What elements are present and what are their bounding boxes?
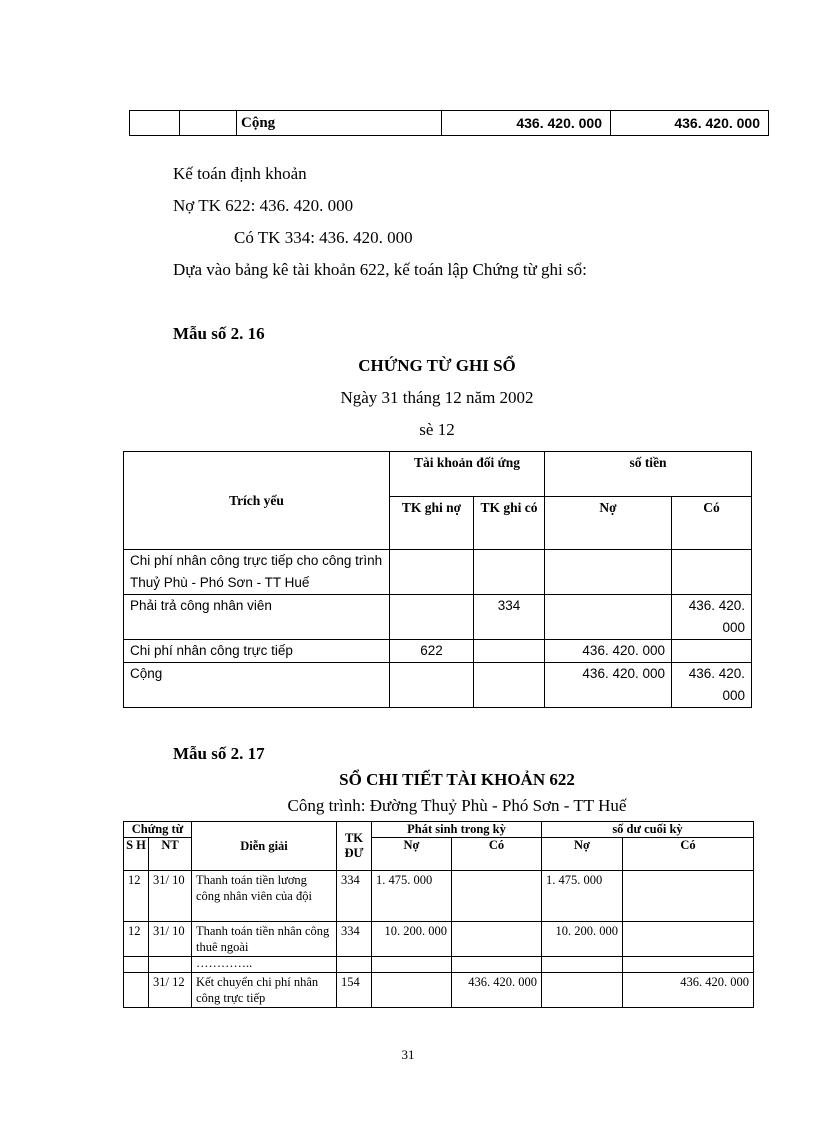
row-du-no: 1. 475. 000: [542, 871, 623, 922]
form217-label: Mẫu số 2. 17: [173, 744, 265, 763]
row-ps-no: [372, 957, 452, 973]
row-tk: [337, 957, 372, 973]
row-tk-co: [474, 663, 545, 708]
row-du-co: [623, 922, 754, 957]
header-tk-doi-ung: Tài khoản đối ứng: [390, 452, 545, 497]
table-cell: [130, 111, 180, 136]
form216-title: CHỨNG TỪ GHI SỔ: [358, 356, 516, 375]
header-phat-sinh: Phát sinh trong kỳ: [372, 822, 542, 838]
form216-number: sè 12: [419, 420, 455, 439]
header-tk-co: TK ghi có: [474, 497, 545, 550]
row-desc: Chi phí nhân công trực tiếp: [124, 640, 390, 663]
row-co: [672, 550, 752, 595]
row-tk-no: [390, 550, 474, 595]
row-ps-co: [452, 922, 542, 957]
header-chung-tu: Chứng từ: [124, 822, 192, 838]
row-desc: …………..: [192, 957, 337, 973]
table-row: [124, 922, 754, 957]
intro-line-4: Dựa vào bảng kê tài khoản 622, kế toán lập Chứng từ ghi sổ:: [173, 260, 587, 279]
table-cell: [180, 111, 237, 136]
form216-date: Ngày 31 tháng 12 năm 2002: [340, 388, 534, 407]
row-ps-no: 10. 200. 000: [372, 922, 452, 957]
row-tk-no: 622: [390, 640, 474, 663]
row-no: [545, 595, 672, 640]
form216-label: Mẫu số 2. 16: [173, 324, 265, 343]
header-co: Có: [672, 497, 752, 550]
row-du-no: [542, 973, 623, 1008]
table-header-row: [124, 452, 752, 497]
table-row: [124, 957, 754, 973]
row-no: [545, 550, 672, 595]
table-row: [124, 973, 754, 1008]
header-nt: NT: [149, 838, 192, 871]
row-ps-no: [372, 973, 452, 1008]
table-header-row: [124, 822, 754, 838]
intro-line-1: Kế toán định khoản: [173, 164, 307, 183]
intro-line-2: Nợ TK 622: 436. 420. 000: [173, 196, 354, 215]
header-ps-co: Có: [452, 838, 542, 871]
table-row: [124, 595, 752, 640]
header-no: Nợ: [545, 497, 672, 550]
row-co: 436. 420. 000: [672, 595, 752, 640]
header-tk-no: TK ghi nợ: [390, 497, 474, 550]
row-desc: Thanh toán tiền lương công nhân viên của đội: [192, 871, 337, 922]
carryover-table: [129, 110, 769, 136]
form217-title: SỔ CHI TIẾT TÀI KHOẢN 622: [339, 770, 575, 789]
row-du-no: 10. 200. 000: [542, 922, 623, 957]
table-row: [124, 871, 754, 922]
table-row: [124, 640, 752, 663]
form217-subtitle: Công trình: Đường Thuỷ Phù - Phó Sơn - TT Huế: [287, 796, 627, 815]
row-ps-co: [452, 957, 542, 973]
row-desc: Cộng: [124, 663, 390, 708]
header-dien-giai: Diễn giải: [192, 822, 337, 871]
row-nt: [149, 957, 192, 973]
row-tk-no: [390, 663, 474, 708]
row-tk: 334: [337, 871, 372, 922]
header-du-no: Nợ: [542, 838, 623, 871]
row-tk-co: 334: [474, 595, 545, 640]
row-desc: Kết chuyển chi phí nhân công trực tiếp: [192, 973, 337, 1008]
table-row: [130, 111, 769, 136]
voucher-table: [123, 451, 752, 708]
row-nt: 31/ 10: [149, 871, 192, 922]
row-sh: [124, 973, 149, 1008]
header-so-du: số dư cuối kỳ: [542, 822, 754, 838]
row-tk-co: [474, 550, 545, 595]
page-number: 31: [401, 1047, 415, 1062]
carryover-debit: 436. 420. 000: [442, 111, 611, 136]
carryover-credit: 436. 420. 000: [611, 111, 769, 136]
intro-line-3: Có TK 334: 436. 420. 000: [234, 228, 413, 247]
row-sh: 12: [124, 871, 149, 922]
row-du-co: [623, 871, 754, 922]
row-tk-co: [474, 640, 545, 663]
row-tk-no: [390, 595, 474, 640]
row-du-co: [623, 957, 754, 973]
header-tk-du: TK ĐƯ: [337, 822, 372, 871]
header-ps-no: Nợ: [372, 838, 452, 871]
row-ps-co: [452, 871, 542, 922]
row-desc: Thanh toán tiền nhân công thuê ngoài: [192, 922, 337, 957]
row-du-co: 436. 420. 000: [623, 973, 754, 1008]
header-sh: S H: [124, 838, 149, 871]
row-no: 436. 420. 000: [545, 640, 672, 663]
row-no: 436. 420. 000: [545, 663, 672, 708]
row-nt: 31/ 10: [149, 922, 192, 957]
carryover-label: Cộng: [237, 111, 442, 136]
header-du-co: Có: [623, 838, 754, 871]
header-so-tien: số tiền: [545, 452, 752, 497]
row-desc: Phải trả công nhân viên: [124, 595, 390, 640]
table-row: [124, 550, 752, 595]
row-du-no: [542, 957, 623, 973]
row-co: 436. 420. 000: [672, 663, 752, 708]
row-sh: [124, 957, 149, 973]
row-tk: 334: [337, 922, 372, 957]
row-ps-co: 436. 420. 000: [452, 973, 542, 1008]
row-co: [672, 640, 752, 663]
ledger-table: [123, 821, 754, 1008]
row-nt: 31/ 12: [149, 973, 192, 1008]
row-sh: 12: [124, 922, 149, 957]
row-desc: Chi phí nhân công trực tiếp cho công trình Thuỷ Phù - Phó Sơn - TT Huế: [124, 550, 390, 595]
header-trich-yeu: Trích yếu: [124, 452, 390, 550]
row-ps-no: 1. 475. 000: [372, 871, 452, 922]
table-row: [124, 663, 752, 708]
row-tk: 154: [337, 973, 372, 1008]
